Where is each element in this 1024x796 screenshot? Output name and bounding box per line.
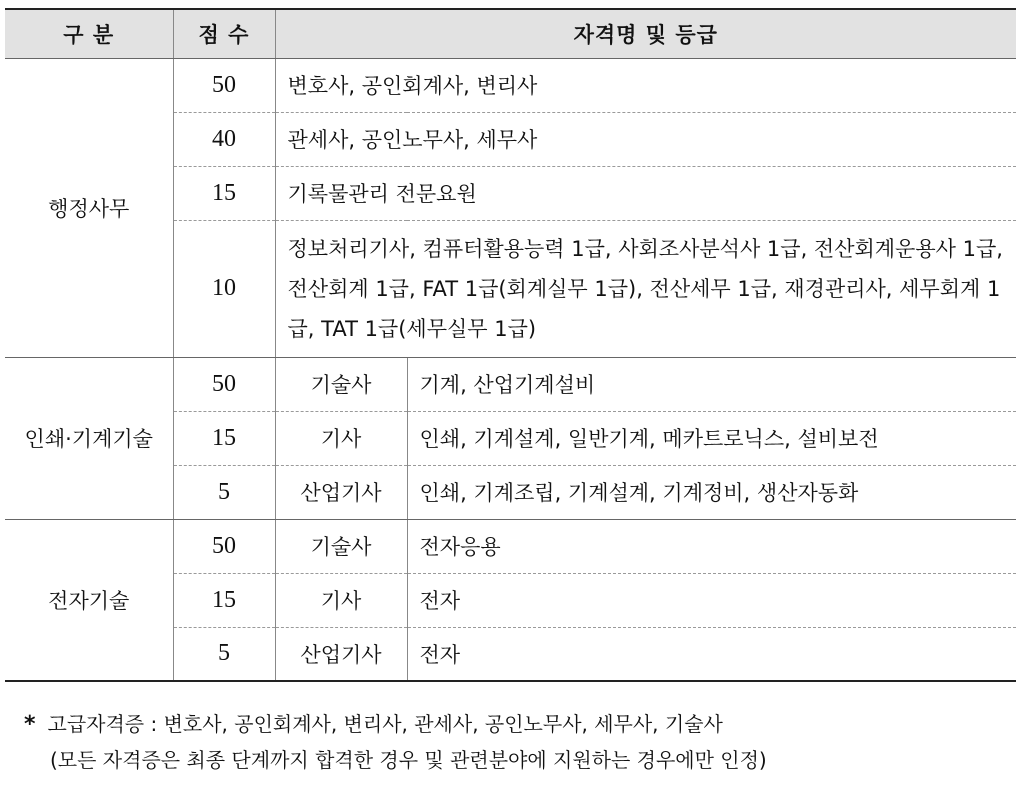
header-category: 구 분 [5, 9, 173, 58]
footnote-advanced-certificates [24, 708, 723, 737]
score-cell: 15 [173, 573, 275, 627]
qualification-names-cell: 전자 [407, 627, 1016, 681]
qualification-names-cell: 정보처리기사, 컴퓨터활용능력 1급, 사회조사분석사 1급, 전산회계운용사 1급, 전산회계 1급, FAT 1급(회계실무 1급), 전산세무 1급, 재경관리사, 세무회계 1급, TAT 1급(세무실무 1급) [275, 220, 1016, 357]
table-row [5, 519, 1016, 573]
score-cell: 5 [173, 627, 275, 681]
qualification-names-cell: 변호사, 공인회계사, 변리사 [275, 58, 1016, 112]
footnote-line-1: 고급자격증 : 변호사, 공인회계사, 변리사, 관세사, 공인노무사, 세무사, 기술사 [47, 712, 723, 736]
score-cell: 50 [173, 519, 275, 573]
grade-cell: 기술사 [275, 519, 407, 573]
category-cell: 전자기술 [5, 519, 173, 681]
qualification-names-cell: 전자응용 [407, 519, 1016, 573]
score-cell: 40 [173, 112, 275, 166]
grade-cell: 기사 [275, 411, 407, 465]
header-score: 점 수 [173, 9, 275, 58]
table-row [5, 58, 1016, 112]
qualification-names-cell: 기록물관리 전문요원 [275, 166, 1016, 220]
grade-cell: 산업기사 [275, 627, 407, 681]
score-cell: 5 [173, 465, 275, 519]
grade-cell: 기술사 [275, 357, 407, 411]
qualification-names-cell: 관세사, 공인노무사, 세무사 [275, 112, 1016, 166]
asterisk-bullet: * [24, 712, 36, 737]
score-cell: 50 [173, 357, 275, 411]
qualification-score-table [5, 8, 1016, 682]
score-cell: 15 [173, 166, 275, 220]
grade-cell: 산업기사 [275, 465, 407, 519]
qualification-names-cell: 인쇄, 기계조립, 기계설계, 기계정비, 생산자동화 [407, 465, 1016, 519]
grade-cell: 기사 [275, 573, 407, 627]
footnote-line-2: (모든 자격증은 최종 단계까지 합격한 경우 및 관련분야에 지원하는 경우에만 인정) [50, 748, 767, 772]
footnote-condition [50, 744, 767, 773]
category-cell: 행정사무 [5, 58, 173, 357]
header-names: 자격명 및 등급 [275, 9, 1016, 58]
table-row [5, 357, 1016, 411]
score-cell: 50 [173, 58, 275, 112]
qualification-names-cell: 전자 [407, 573, 1016, 627]
score-cell: 10 [173, 220, 275, 357]
qualification-names-cell: 기계, 산업기계설비 [407, 357, 1016, 411]
score-cell: 15 [173, 411, 275, 465]
table-header-row [5, 9, 1016, 58]
category-cell: 인쇄·기계기술 [5, 357, 173, 519]
qualification-names-cell: 인쇄, 기계설계, 일반기계, 메카트로닉스, 설비보전 [407, 411, 1016, 465]
